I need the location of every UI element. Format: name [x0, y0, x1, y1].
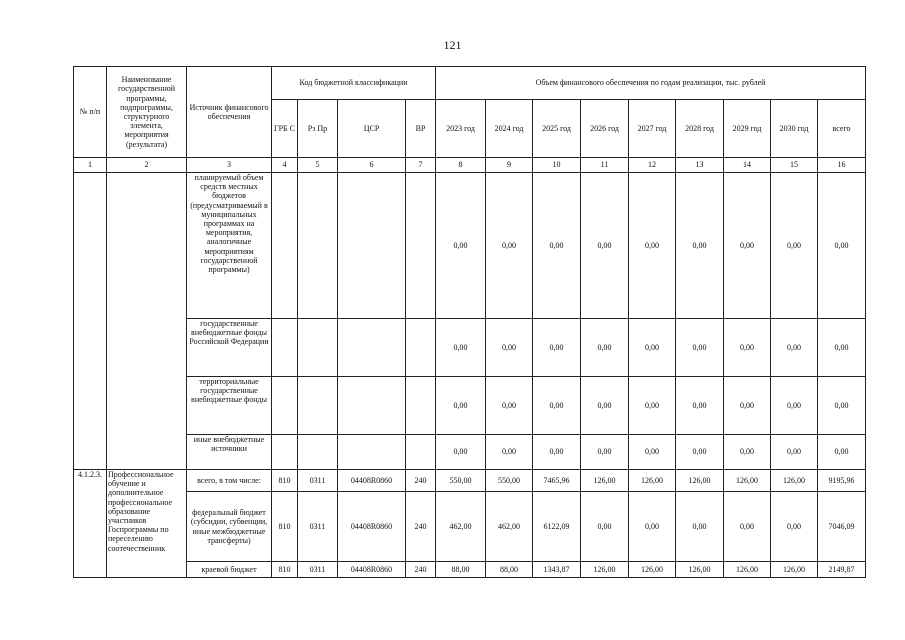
- csr-cell: 04408R0860: [338, 562, 406, 578]
- value-cell: 0,00: [436, 319, 486, 377]
- total-cell: 9195,96: [818, 470, 866, 492]
- value-cell: 0,00: [581, 377, 629, 435]
- value-cell: 88,00: [436, 562, 486, 578]
- column-number: 15: [771, 158, 818, 173]
- value-cell: 0,00: [629, 492, 676, 562]
- value-cell: 126,00: [581, 470, 629, 492]
- value-cell: 0,00: [676, 492, 724, 562]
- column-number: 10: [533, 158, 581, 173]
- header-rzpr: Рз Пр: [298, 100, 338, 158]
- value-cell: 0,00: [724, 435, 771, 470]
- value-cell: 0,00: [771, 319, 818, 377]
- column-number: 2: [107, 158, 187, 173]
- header-csr: ЦСР: [338, 100, 406, 158]
- source-cell: территориальные государственные внебюджетные фонды: [187, 377, 272, 435]
- value-cell: 0,00: [436, 435, 486, 470]
- grbs-cell: 810: [272, 492, 298, 562]
- source-cell: планируемый объем средств местных бюджетов (предусматриваемый в муниципальных программах на мероприятия, аналогичные мероприятиям государственной программы): [187, 173, 272, 319]
- csr-cell: [338, 319, 406, 377]
- grbs-cell: 810: [272, 470, 298, 492]
- grbs-cell: [272, 377, 298, 435]
- column-number: 5: [298, 158, 338, 173]
- vr-cell: [406, 377, 436, 435]
- value-cell: 126,00: [676, 470, 724, 492]
- csr-cell: 04408R0860: [338, 470, 406, 492]
- table-row: [74, 435, 866, 470]
- value-cell: 126,00: [581, 562, 629, 578]
- column-number-row: [74, 158, 866, 173]
- header-year: 2027 год: [629, 100, 676, 158]
- table-row: [74, 492, 866, 562]
- value-cell: 550,00: [436, 470, 486, 492]
- source-cell: государственные внебюджетные фонды Российской Федерации: [187, 319, 272, 377]
- value-cell: 0,00: [629, 435, 676, 470]
- rzpr-cell: [298, 435, 338, 470]
- header-year: 2024 год: [486, 100, 533, 158]
- header-source: Источник финансового обеспечения: [187, 67, 272, 158]
- value-cell: 0,00: [676, 435, 724, 470]
- value-cell: 126,00: [771, 470, 818, 492]
- budget-table: [73, 66, 866, 578]
- value-cell: 126,00: [676, 562, 724, 578]
- table-row: [74, 377, 866, 435]
- grbs-cell: [272, 435, 298, 470]
- total-cell: 0,00: [818, 173, 866, 319]
- column-number: 6: [338, 158, 406, 173]
- value-cell: 0,00: [486, 377, 533, 435]
- value-cell: 0,00: [533, 173, 581, 319]
- column-number: 11: [581, 158, 629, 173]
- rzpr-cell: [298, 377, 338, 435]
- grbs-cell: [272, 173, 298, 319]
- value-cell: 126,00: [771, 562, 818, 578]
- value-cell: 0,00: [676, 319, 724, 377]
- value-cell: 0,00: [724, 319, 771, 377]
- value-cell: 0,00: [724, 492, 771, 562]
- column-number: 7: [406, 158, 436, 173]
- header-year: 2025 год: [533, 100, 581, 158]
- value-cell: 0,00: [581, 319, 629, 377]
- page-number: 121: [443, 38, 462, 52]
- value-cell: 1343,87: [533, 562, 581, 578]
- value-cell: 0,00: [581, 492, 629, 562]
- header-name: Наименование государственной программы, подпрограммы, структурного элемента, мероприятия (результата): [107, 67, 187, 158]
- total-cell: 0,00: [818, 319, 866, 377]
- value-cell: 0,00: [581, 435, 629, 470]
- vr-cell: 240: [406, 492, 436, 562]
- rzpr-cell: 0311: [298, 470, 338, 492]
- total-cell: 0,00: [818, 377, 866, 435]
- header-year: 2028 год: [676, 100, 724, 158]
- value-cell: 0,00: [533, 319, 581, 377]
- value-cell: 0,00: [533, 435, 581, 470]
- value-cell: 0,00: [436, 377, 486, 435]
- source-cell: иные внебюджетные источники: [187, 435, 272, 470]
- value-cell: 0,00: [629, 173, 676, 319]
- header-vr: ВР: [406, 100, 436, 158]
- total-cell: 2149,87: [818, 562, 866, 578]
- source-cell: всего, в том числе:: [187, 470, 272, 492]
- value-cell: 0,00: [771, 377, 818, 435]
- header-grbs: ГРБ С: [272, 100, 298, 158]
- table-row: [74, 562, 866, 578]
- value-cell: 126,00: [724, 562, 771, 578]
- table-row: [74, 470, 866, 492]
- table-row: [74, 173, 866, 319]
- value-cell: 0,00: [724, 173, 771, 319]
- grbs-cell: [272, 319, 298, 377]
- total-cell: 0,00: [818, 435, 866, 470]
- value-cell: 0,00: [629, 377, 676, 435]
- value-cell: 462,00: [486, 492, 533, 562]
- row-num-empty: [74, 173, 107, 470]
- value-cell: 6122,09: [533, 492, 581, 562]
- header-volume-group: Объем финансового обеспечения по годам реализации, тыс. рублей: [436, 67, 866, 100]
- value-cell: 88,00: [486, 562, 533, 578]
- value-cell: 126,00: [629, 470, 676, 492]
- item-name: Профессиональное обучение и дополнительное профессиональное образование участников Госпрограммы по переселению соотечественник: [107, 470, 187, 578]
- header-year: 2023 год: [436, 100, 486, 158]
- value-cell: 126,00: [629, 562, 676, 578]
- column-number: 9: [486, 158, 533, 173]
- value-cell: 0,00: [629, 319, 676, 377]
- column-number: 3: [187, 158, 272, 173]
- vr-cell: [406, 435, 436, 470]
- value-cell: 0,00: [486, 173, 533, 319]
- value-cell: 126,00: [724, 470, 771, 492]
- rzpr-cell: 0311: [298, 562, 338, 578]
- csr-cell: [338, 435, 406, 470]
- value-cell: 0,00: [486, 319, 533, 377]
- value-cell: 0,00: [436, 173, 486, 319]
- column-number: 13: [676, 158, 724, 173]
- csr-cell: 04408R0860: [338, 492, 406, 562]
- value-cell: 0,00: [581, 173, 629, 319]
- column-number: 4: [272, 158, 298, 173]
- value-cell: 0,00: [486, 435, 533, 470]
- value-cell: 0,00: [771, 492, 818, 562]
- value-cell: 0,00: [533, 377, 581, 435]
- item-num: 4.1.2.3.: [74, 470, 107, 578]
- header-year: 2026 год: [581, 100, 629, 158]
- vr-cell: 240: [406, 562, 436, 578]
- column-number: 14: [724, 158, 771, 173]
- column-number: 12: [629, 158, 676, 173]
- value-cell: 0,00: [771, 173, 818, 319]
- csr-cell: [338, 173, 406, 319]
- rzpr-cell: 0311: [298, 492, 338, 562]
- column-number: 16: [818, 158, 866, 173]
- value-cell: 0,00: [676, 173, 724, 319]
- vr-cell: [406, 173, 436, 319]
- column-number: 8: [436, 158, 486, 173]
- header-num: № п/п: [74, 67, 107, 158]
- header-year: 2030 год: [771, 100, 818, 158]
- column-number: 1: [74, 158, 107, 173]
- source-cell: федеральный бюджет (субсидии, субвенции, иные межбюджетные трансферты): [187, 492, 272, 562]
- rzpr-cell: [298, 319, 338, 377]
- header-total: всего: [818, 100, 866, 158]
- value-cell: 0,00: [724, 377, 771, 435]
- vr-cell: [406, 319, 436, 377]
- rzpr-cell: [298, 173, 338, 319]
- total-cell: 7046,09: [818, 492, 866, 562]
- grbs-cell: 810: [272, 562, 298, 578]
- value-cell: 550,00: [486, 470, 533, 492]
- value-cell: 0,00: [676, 377, 724, 435]
- vr-cell: 240: [406, 470, 436, 492]
- row-name-empty: [107, 173, 187, 470]
- value-cell: 462,00: [436, 492, 486, 562]
- table-row: [74, 319, 866, 377]
- csr-cell: [338, 377, 406, 435]
- value-cell: 7465,96: [533, 470, 581, 492]
- value-cell: 0,00: [771, 435, 818, 470]
- header-year: 2029 год: [724, 100, 771, 158]
- source-cell: краевой бюджет: [187, 562, 272, 578]
- header-code-group: Код бюджетной классификации: [272, 67, 436, 100]
